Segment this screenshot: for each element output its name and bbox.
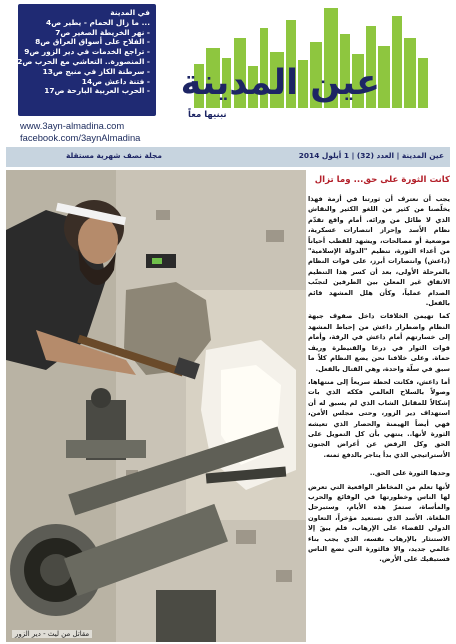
table-of-contents	[12, 4, 156, 116]
cover-photo	[6, 170, 306, 642]
masthead-tagline: نبنيها معاً	[188, 110, 227, 120]
toc-item[interactable]: - تراجع الخدمات في دير الزور ص9	[24, 47, 150, 57]
photo-caption: مقاتل من ليث - دير الزور	[12, 630, 92, 638]
toc-item[interactable]: - نهر الخريطة الصغير ص7	[55, 27, 150, 37]
lead-article	[308, 174, 450, 642]
toc-item[interactable]: في المدينة	[110, 8, 150, 17]
article-title[interactable]: كانت الثورة على حق... وما تزال	[314, 175, 450, 185]
masthead-logo	[160, 8, 450, 136]
article-paragraph: يجب أن نعترف أن ثورتنا في أزمة فهذا يخلّصنا من كثير من اللغو الكثير والنقاش الذي لا طائل من ورائه. أمام واقع تقدّم نظام الأسد وإحراز انتصارات عسكرية، موضعية أو مصالحات، ويشهد للقطب أحياناً من أعداء الثورة، تنظيم "الدولة الإسلامية" (داعش) وانتصارات أبرز، على قوات النظام بالمرحلة الأولى، بعد أن كسر هذا التنظيم الاتفاق غير المعلن بين الطرفين لتجنّب الصدام عملياً، وكأن هلل المشهد قائم بالفعل.	[308, 195, 450, 308]
web-links	[20, 120, 140, 143]
article-paragraph: كما تهيمن الخلافات داخل صفوف جبهة النظام واضطرار داعش من إحباط المشهد إلى خسارتهم أمام داعش في الرقة، وأمام قوات الثوار في درعا والقنيطرة وريف حماة. وعلى خلافنا نحن يضع النظام كلاً ما سبق في سلّة واحدة، وهي القتال بالفعل.	[308, 312, 450, 373]
facebook-link[interactable]: facebook.com/3aynAlmadina	[20, 131, 141, 143]
cover-photo-illustration	[6, 170, 306, 642]
masthead-title: عين المدينة	[180, 63, 380, 103]
website-link[interactable]: www.3ayn-almadina.com	[20, 120, 125, 131]
toc-item[interactable]: - فتنة داعش ص14	[81, 76, 150, 86]
toc-item[interactable]: - المنصورة.. التعاشي مع الحرب ص12	[12, 56, 150, 66]
article-paragraph: أما داعش، فكانت لحظة سريعاً إلى منتهاها، وصولاً بالسلاح العالمي فككه الذي بات إشكالاً للمقاتل الشاب الذي لم يسبق له أن استهداف دير الزور، وحتى مجلس الأمن، فهي أيضاً الهيمنة والحصار الذي تعيشه الثورة لأنها.. ينتهي بأن كل التمويل على الحق وكل الرفض عن أعراض الجنون الأستراتيجي الذي بدأ يتاجر بالدفع ثمنه.	[308, 377, 450, 459]
article-subheading: وحدها الثورة على الحق..	[369, 469, 450, 478]
issue-info: عين المدينة | العدد (32) | 1 أيلول 2014	[298, 151, 444, 160]
toc-item[interactable]: - الفلاح على أسواق العراق ص8	[35, 37, 150, 47]
article-paragraph: لأنها تعلم من المخاطر الواقعية التي تعرض لها الناس وخطورتها في الوقائع والحرب والمأساة، ستمرّ هذه الأيام، وستبرحل الطغاة. الأسد الذي نستعيد مؤخراً، التعاون الدولي للقضاء على الإرهاب، فلم يبقَ إلا الاستنثار بالإرهاب نفسه، الذي يجب بناء عالمي جديد، والا فالثورة التي تضع الناس فستبقيك على الأرض.	[308, 482, 450, 564]
magazine-subtitle: مجلة نصف شهرية مستقلة	[66, 151, 162, 160]
toc-item[interactable]: - الحرب العربية البارحة ص17	[44, 86, 150, 96]
article-body	[308, 194, 450, 565]
toc-item[interactable]: ... ما زال الحمام - يطير ص4	[46, 17, 150, 27]
issue-bar	[6, 147, 450, 167]
toc-item[interactable]: - سرطنة الكاز في منبج ص13	[42, 66, 150, 76]
